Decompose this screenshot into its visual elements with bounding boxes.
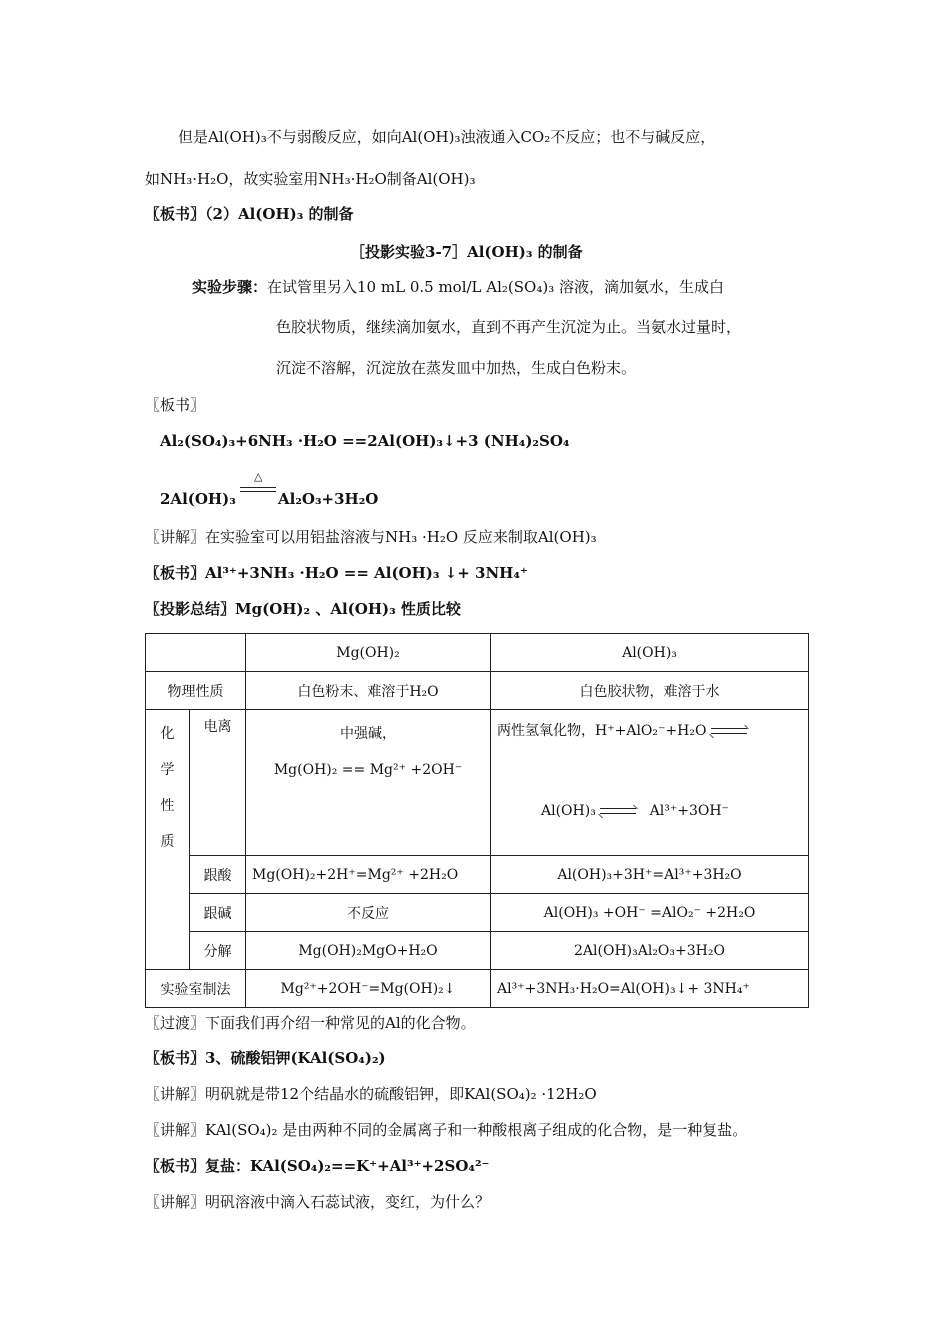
table-cell: Al(OH)₃ +OH⁻ =AlO₂⁻ +2H₂O (491, 894, 809, 932)
table-cell: 2Al(OH)₃Al₂O₃+3H₂O (491, 932, 809, 970)
table-cell: Mg²⁺+2OH⁻=Mg(OH)₂↓ (246, 970, 491, 1008)
chem-char: 学 (160, 762, 175, 778)
explanation: 〖讲解〗明矾就是带12个结晶水的硫酸铝钾，即KAl(SO₄)₂ ·12H₂O (145, 1085, 597, 1103)
table-row (146, 970, 809, 1008)
table-cell: Mg(OH)₂MgO+H₂O (246, 932, 491, 970)
comparison-table (145, 633, 809, 1008)
equals-sign (240, 478, 276, 500)
equation-right: Al₂O₃+3H₂O (278, 490, 379, 508)
header-mg: Mg(OH)₂ (246, 634, 491, 672)
row-label: 电离 (190, 710, 246, 856)
table-cell: 不反应 (246, 894, 491, 932)
equilibrium-arrow (711, 726, 747, 736)
experiment-title: ［投影实验3-7］Al(OH)₃ 的制备 (350, 243, 583, 261)
cell-line (497, 716, 802, 746)
chem-char: 化 (160, 726, 175, 742)
experiment-steps: 色胶状物质，继续滴加氨水，直到不再产生沉淀为止。当氨水过量时， (276, 318, 742, 336)
table-cell: Mg(OH)₂+2H⁺=Mg²⁺ +2H₂O (246, 856, 491, 894)
chem-char: 性 (160, 798, 175, 814)
table-row (146, 672, 809, 710)
cell-line (497, 796, 802, 826)
chem-properties-label (146, 710, 190, 970)
row-label: 实验室制法 (146, 970, 246, 1008)
table-row (146, 710, 809, 856)
explanation: 〖讲解〗在实验室可以用铝盐溶液与NH₃ ·H₂O 反应来制取Al(OH)₃ (145, 528, 597, 546)
explanation: 〖讲解〗KAl(SO₄)₂ 是由两种不同的金属离子和一种酸根离子组成的化合物，是一种复盐。 (145, 1121, 748, 1139)
table-row (146, 856, 809, 894)
row-label: 跟酸 (190, 856, 246, 894)
cell-text: Al³⁺+3OH⁻ (649, 803, 729, 819)
equation-left: 2Al(OH)₃ (160, 490, 236, 508)
chem-char: 质 (160, 834, 175, 850)
paragraph-line: 如NH₃·H₂O，故实验室用NH₃·H₂O制备Al(OH)₃ (145, 170, 476, 188)
header-al: Al(OH)₃ (491, 634, 809, 672)
cell-line: Mg(OH)₂ == Mg²⁺ +2OH⁻ (273, 762, 463, 778)
table-cell: Al(OH)₃+3H⁺=Al³⁺+3H₂O (491, 856, 809, 894)
equation: Al₂(SO₄)₃+6NH₃ ·H₂O ==2Al(OH)₃↓+3 (NH₄)₂SO₄ (160, 432, 570, 450)
board-heading: 〖板书〗（2）Al(OH)₃ 的制备 (145, 205, 354, 223)
table-cell (491, 710, 809, 856)
table-cell (246, 710, 491, 856)
experiment-steps (192, 276, 724, 298)
table-row (146, 894, 809, 932)
steps-text: 在试管里另入10 mL 0.5 mol/L Al₂(SO₄)₃ 溶液，滴加氨水，生成白 (267, 278, 724, 296)
table-row (146, 634, 809, 672)
cell-line: 中强碱， (340, 726, 396, 742)
steps-label: 实验步骤： (192, 278, 268, 296)
summary-heading: 〖投影总结〗Mg(OH)₂ 、Al(OH)₃ 性质比较 (145, 600, 461, 618)
transition: 〖过渡〗下面我们再介绍一种常见的Al的化合物。 (145, 1014, 476, 1032)
experiment-steps: 沉淀不溶解，沉淀放在蒸发皿中加热，生成白色粉末。 (276, 359, 637, 377)
row-label: 跟碱 (190, 894, 246, 932)
heat-condition: △ (254, 470, 263, 483)
table-cell (146, 634, 246, 672)
table-row (146, 932, 809, 970)
explanation: 〖讲解〗明矾溶液中滴入石蕊试液，变红，为什么？ (145, 1193, 491, 1211)
row-label: 分解 (190, 932, 246, 970)
equilibrium-arrow (600, 806, 636, 816)
board-heading: 〖板书〗 (145, 396, 206, 414)
cell-text: Al(OH)₃ (541, 803, 596, 819)
cell-text: 两性氢氧化物，H⁺+AlO₂⁻+H₂O (497, 723, 707, 739)
board-equation: 〖板书〗复盐：KAl(SO₄)₂==K⁺+Al³⁺+2SO₄²⁻ (145, 1157, 490, 1175)
paragraph-line: 但是Al(OH)₃不与弱酸反应，如向Al(OH)₃浊液通入CO₂不反应；也不与碱反应， (178, 128, 716, 146)
board-equation: 〖板书〗Al³⁺+3NH₃ ·H₂O == Al(OH)₃ ↓+ 3NH₄⁺ (145, 564, 528, 582)
board-heading: 〖板书〗3、硫酸铝钾(KAl(SO₄)₂) (145, 1049, 386, 1067)
row-label: 物理性质 (146, 672, 246, 710)
table-cell: Al³⁺+3NH₃·H₂O=Al(OH)₃↓+ 3NH₄⁺ (491, 970, 809, 1008)
table-cell: 白色粉末、难溶于H₂O (246, 672, 491, 710)
table-cell: 白色胶状物，难溶于水 (491, 672, 809, 710)
